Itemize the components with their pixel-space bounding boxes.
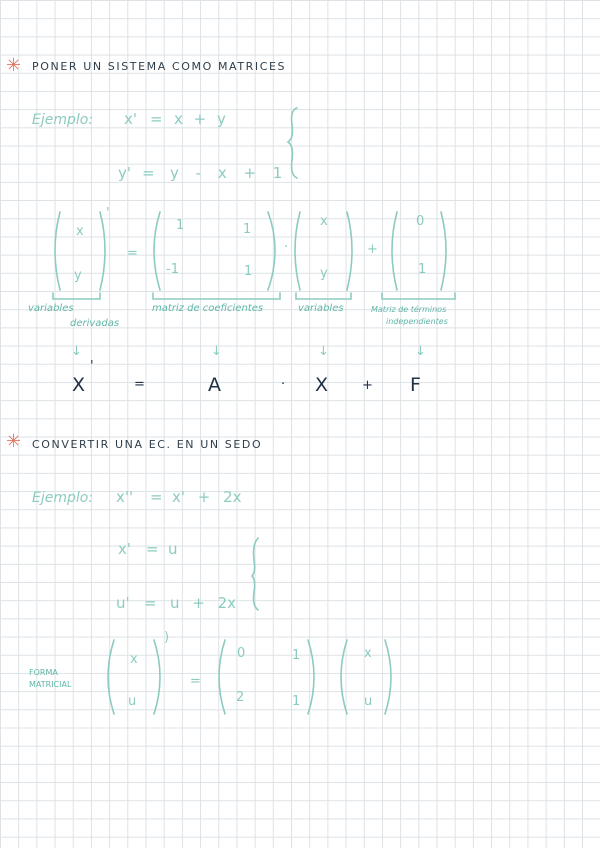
label-indep-2: independientes — [386, 317, 448, 326]
s1-eq2-rhs: y - x + 1 — [170, 164, 283, 182]
s1-matrix-dot: · — [284, 240, 289, 255]
s2-coef-left-paren — [219, 640, 225, 714]
lhs-left-paren — [55, 212, 60, 290]
s2-lhs-right-paren — [154, 640, 160, 714]
final-A: A — [208, 374, 221, 396]
final-dot: · — [281, 377, 286, 392]
section2-heading: CONVERTIR UNA EC. EN UN SEDO — [32, 438, 263, 451]
label-coef-matrix: matriz de coeficientes — [152, 303, 264, 314]
final-X: X — [315, 374, 329, 396]
s2-coef-22: 1 — [292, 694, 301, 709]
final-X-prime: X — [72, 374, 86, 396]
s2-coef-12: 1 — [292, 648, 301, 663]
s1-coef-22: 1 — [244, 264, 253, 279]
indep-left-paren — [392, 212, 397, 290]
s1-lhs-prime: ' — [106, 206, 110, 221]
final-plus: + — [362, 378, 373, 393]
underbrace-vars — [296, 293, 351, 299]
s2-matrix-equals: = — [190, 674, 201, 689]
system-brace-1 — [288, 108, 297, 178]
section1-example-label: Ejemplo: — [32, 112, 94, 128]
s1-eq1-lhs: x' — [124, 110, 138, 128]
s2-eq0-eq: = — [150, 488, 163, 506]
label-variables: variables — [298, 303, 344, 314]
s1-coef-11: 1 — [176, 218, 185, 233]
s1-lhs-x: x — [76, 224, 84, 239]
s1-eq1-rhs: x + y — [174, 110, 226, 128]
s2-vars-right-paren — [385, 640, 391, 714]
s2-eq2-rhs: u + 2x — [170, 594, 237, 612]
underbrace-indep — [382, 293, 455, 299]
section2-star-icon: ✳ — [6, 431, 22, 452]
coef-left-paren — [154, 212, 160, 290]
vars-left-paren — [295, 212, 300, 290]
underbrace-derived — [53, 293, 100, 299]
s2-lhs-x: x — [130, 652, 138, 667]
s1-eq2-lhs: y' — [118, 164, 132, 182]
system-brace-2 — [252, 538, 258, 610]
final-prime: ' — [90, 359, 94, 374]
coef-right-paren — [268, 212, 275, 290]
final-equals: = — [134, 377, 145, 392]
s1-matrix-plus: + — [367, 242, 378, 257]
s2-lhs-u: u — [128, 694, 137, 709]
s2-eq2-eq: = — [144, 594, 157, 612]
s2-vars-left-paren — [341, 640, 347, 714]
section1-heading: PONER UN SISTEMA COMO MATRICES — [32, 60, 287, 73]
form-label-1: FORMA — [29, 668, 58, 677]
s1-lhs-y: y — [74, 268, 82, 283]
s2-lhs-left-paren — [108, 640, 114, 714]
section2-example-label: Ejemplo: — [32, 490, 94, 506]
s1-vars-x: x — [320, 214, 328, 229]
s2-coef-21: 2 — [236, 690, 245, 705]
s1-vars-y: y — [320, 266, 328, 281]
lhs-right-paren — [100, 212, 105, 290]
label-indep-1: Matriz de términos — [371, 305, 447, 314]
s1-matrix-equals: = — [127, 246, 138, 261]
form-label-2: MATRICIAL — [29, 680, 72, 689]
s1-coef-12: 1 — [243, 222, 252, 237]
arrow-down-icon: ↓ — [71, 344, 82, 359]
s1-eq1-eq: = — [150, 110, 163, 128]
arrow-down-icon: ↓ — [318, 344, 329, 359]
s2-eq1-rhs: u — [168, 540, 178, 558]
s2-lhs-prime: ) — [164, 630, 170, 645]
arrow-down-icon: ↓ — [211, 344, 222, 359]
s2-eq1-eq: = — [146, 540, 159, 558]
s2-eq2-lhs: u' — [116, 594, 130, 612]
indep-right-paren — [441, 212, 446, 290]
s2-vars-u: u — [364, 694, 373, 709]
underbrace-coef — [153, 293, 280, 299]
s2-eq0-lhs: x'' — [116, 488, 134, 506]
s2-eq1-lhs: x' — [118, 540, 132, 558]
s1-eq2-eq: = — [142, 164, 155, 182]
arrow-down-icon: ↓ — [415, 344, 426, 359]
s1-coef-21: -1 — [166, 262, 179, 277]
section1-star-icon: ✳ — [6, 55, 22, 76]
s2-coef-right-paren — [308, 640, 314, 714]
label-variables-derived-2: derivadas — [70, 318, 120, 329]
s2-coef-11: 0 — [237, 646, 246, 661]
final-F: F — [410, 374, 421, 396]
s1-indep-1: 1 — [418, 262, 427, 277]
vars-right-paren — [347, 212, 352, 290]
label-variables-derived-1: variables — [28, 303, 74, 314]
s1-indep-0: 0 — [416, 214, 425, 229]
s2-vars-x: x — [364, 646, 372, 661]
s2-eq0-rhs: x' + 2x — [172, 488, 242, 506]
